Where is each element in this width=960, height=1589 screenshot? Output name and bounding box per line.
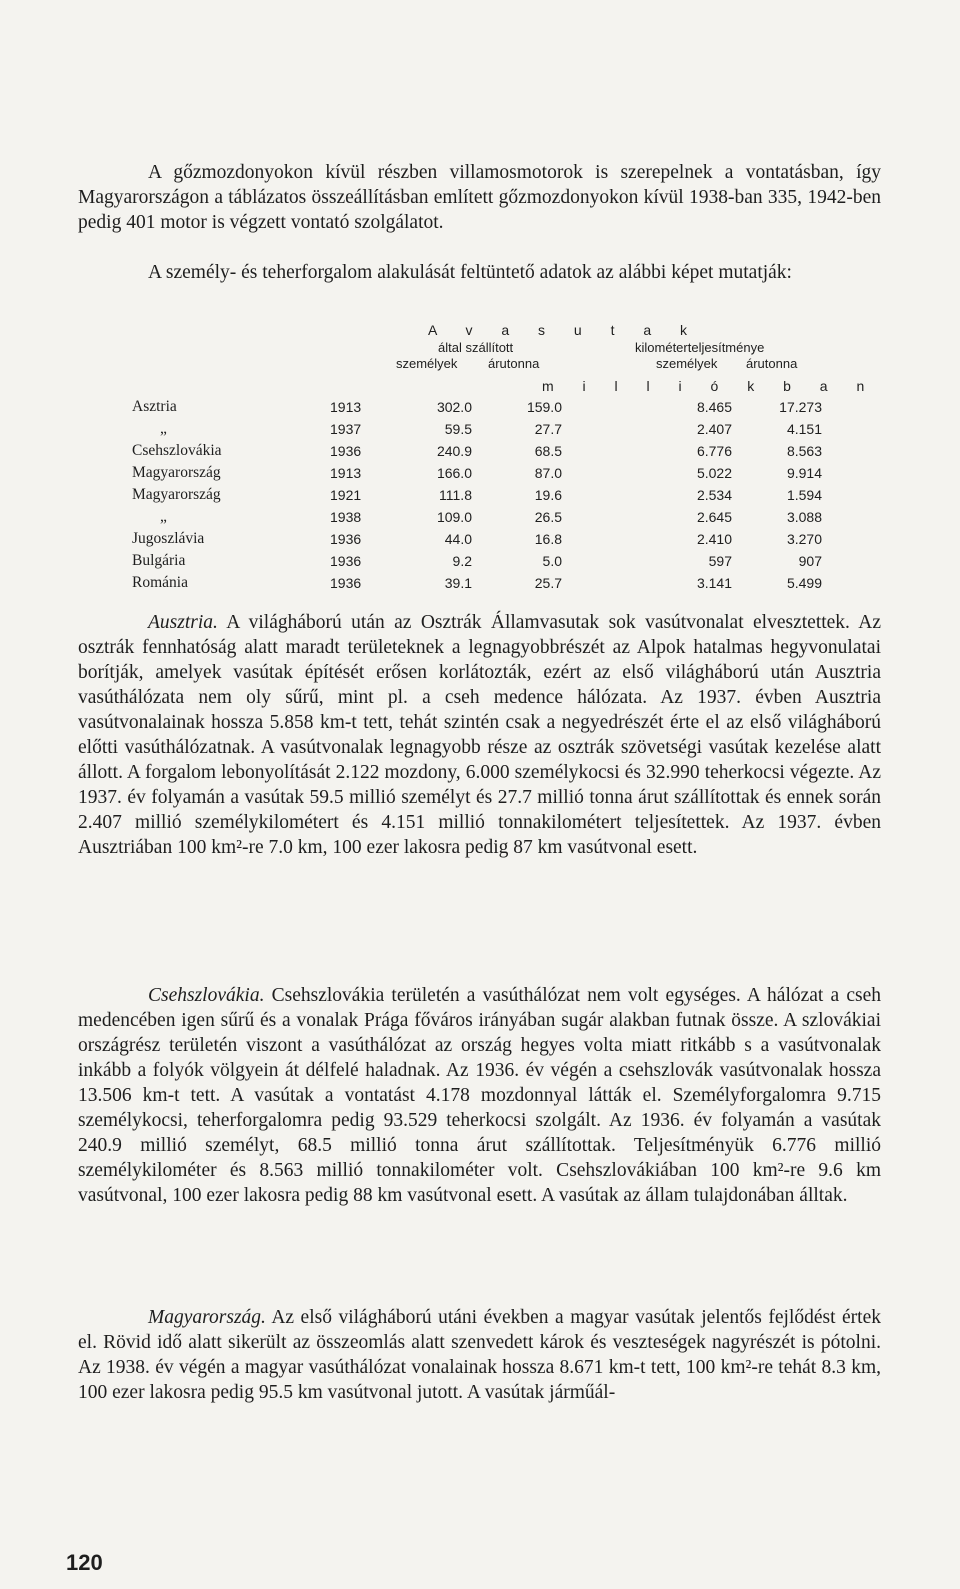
table-header-transported: által szállított — [438, 340, 514, 355]
cell-freight: 159.0 — [526, 399, 562, 415]
cell-freight-km: 9.914 — [786, 465, 822, 481]
cell-persons-km: 2.534 — [696, 487, 732, 503]
cell-country: Jugoszlávia — [132, 530, 205, 547]
cell-persons: 9.2 — [452, 553, 472, 569]
paragraph-hungary — [78, 1305, 881, 1405]
cell-freight-km: 8.563 — [786, 443, 822, 459]
section-lead-czechoslovakia: Csehszlovákia. — [148, 985, 265, 1006]
cell-persons-km: 8.465 — [696, 399, 732, 415]
table-header-freight-km: árutonna — [746, 356, 798, 371]
cell-persons: 111.8 — [439, 487, 472, 503]
cell-persons: 59.5 — [444, 421, 472, 437]
cell-persons-km: 2.645 — [696, 509, 732, 525]
paragraph-intro-motors: A gőzmozdonyokon kívül részben villamosmotorok is szerepelnek a vontatásban, így Magyarországon a táblázatos összeállításban említett gőzmozdonyokon kívül 1938-ban 335, 1942-ben pedig 401 motor is végzett vontató szolgálatot. — [78, 162, 881, 233]
cell-year: 1936 — [330, 553, 362, 569]
cell-freight: 5.0 — [542, 553, 562, 569]
cell-freight: 27.7 — [534, 421, 562, 437]
paragraph-czechoslovakia — [78, 983, 881, 1208]
cell-persons: 302.0 — [436, 399, 472, 415]
cell-persons-km: 3.141 — [696, 575, 732, 591]
cell-freight-km: 4.151 — [786, 421, 822, 437]
cell-country: Magyarország — [132, 464, 221, 481]
cell-year: 1936 — [330, 575, 362, 591]
cell-country: Románia — [132, 574, 188, 591]
cell-year: 1936 — [330, 443, 362, 459]
cell-year: 1921 — [330, 487, 362, 503]
paragraph-intro-traffic: A személy- és teherforgalom alakulását feltüntető adatok az alábbi képet mutatják: — [148, 262, 792, 283]
cell-persons: 240.9 — [436, 443, 472, 459]
cell-persons-km: 2.407 — [696, 421, 732, 437]
cell-freight: 25.7 — [534, 575, 562, 591]
cell-persons: 39.1 — [444, 575, 472, 591]
cell-freight-km: 1.594 — [786, 487, 822, 503]
table-header-persons-km: személyek — [656, 356, 718, 371]
cell-persons: 166.0 — [436, 465, 472, 481]
section-body-austria: A világháború után az Osztrák Államvasutak sok vasútvonalat elvesztettek. Az osztrák fennhatóság alatt maradt területeknek a legnagyobbrészét az Alpok hatalmas hegyvonulatai borítják, amelyek vasútak építését erősen korlátozták, ezért az első világháború után Ausztria vasúthálózata nem oly sűrű, mint pl. a cseh medence hálózata. Az 1937. évben Ausztria vasútvonalainak hossza 5.858 km-t tett, tehát szintén csak a negyedrészét érte el az első világháború előtti vasúthálózatnak. A vasútvonalak legnagyobb része az osztrák szövetségi vasútak kezelése alatt állott. A forgalom lebonyolítását 2.122 mozdony, 6.000 személykocsi és 32.990 teherkocsi végezte. Az 1937. év folyamán a vasútak 59.5 millió személyt és 27.7 millió tonna árut szállítottak és ennek során 2.407 millió személykilométert és 4.151 millió tonnakilométert teljesítettek. Az 1937. évben Ausztriában 100 km²-re 7.0 km, 100 ezer lakosra pedig 87 km vasútvonal esett. — [78, 612, 881, 858]
cell-freight-km: 3.270 — [786, 531, 822, 547]
cell-country: „ — [160, 508, 167, 525]
cell-persons: 109.0 — [436, 509, 472, 525]
cell-year: 1913 — [330, 465, 362, 481]
cell-persons-km: 5.022 — [696, 465, 732, 481]
cell-year: 1937 — [330, 421, 362, 437]
table-header-persons: személyek — [396, 356, 458, 371]
cell-year: 1938 — [330, 509, 362, 525]
table-header-unit: m i l l i ó k b a n — [542, 378, 877, 394]
cell-persons-km: 597 — [708, 553, 732, 569]
cell-freight: 68.5 — [534, 443, 562, 459]
page-number: 120 — [66, 1550, 103, 1575]
cell-persons-km: 6.776 — [696, 443, 732, 459]
cell-freight-km: 5.499 — [786, 575, 822, 591]
section-lead-hungary: Magyarország. — [148, 1307, 266, 1328]
paragraph-austria — [78, 610, 881, 860]
table-header-performance: kilométerteljesítménye — [635, 340, 765, 355]
cell-country: Csehszlovákia — [132, 442, 222, 459]
cell-freight-km: 3.088 — [786, 509, 822, 525]
cell-freight-km: 907 — [798, 553, 822, 569]
table-header-title: A v a s u t a k — [428, 322, 700, 338]
section-body-hungary: Az első világháború utáni években a magyar vasútak jelentős fejlődést értek el. Rövid idő alatt sikerült az összeomlás alatt szenvedett károk és veszteségek nagyrészét is pótolni. Az 1938. év végén a magyar vasúthálózat vonalainak hossza 8.671 km-t tett, 100 km²-re tehát 8.3 km, 100 ezer lakosra pedig 95.5 km vasútvonal jutott. A vasútak járműál- — [78, 1307, 881, 1403]
cell-freight-km: 17.273 — [779, 399, 822, 415]
cell-year: 1936 — [330, 531, 362, 547]
cell-freight: 26.5 — [534, 509, 562, 525]
cell-freight: 87.0 — [534, 465, 562, 481]
cell-freight: 16.8 — [534, 531, 562, 547]
railway-traffic-table — [0, 0, 960, 600]
section-body-czechoslovakia: Csehszlovákia területén a vasúthálózat nem volt egységes. A hálózat a cseh medencében igen sűrű és a vonalak Prága főváros irányában sugár alakban futnak össze. A szlovákiai országrész területén viszont a vasúthálózat az ország hegyes volta miatt ritkább s a vasútvonalak inkább a folyók völgyein át délfelé haladnak. Az 1936. év végén a csehszlovák vasútvonalak hossza 13.506 km-t tett. A vasútak a vontatást 4.178 mozdonnyal látták el. Személyforgalomra 9.715 személykocsi, teherforgalomra pedig 93.529 teherkocsi szolgált. Az 1936. év folyamán a vasútak 240.9 millió személyt, 68.5 millió tonna árut szállítottak. Teljesítményük 6.776 millió személykilométer és 8.563 millió tonnakilométer volt. Csehszlovákiában 100 km²-re 9.6 km vasútvonal, 100 ezer lakosra pedig 88 km vasútvonal esett. A vasútak az állam tulajdonában álltak. — [78, 985, 881, 1206]
table-header-freight: árutonna — [488, 356, 540, 371]
cell-freight: 19.6 — [534, 487, 562, 503]
cell-persons-km: 2.410 — [696, 531, 732, 547]
cell-country: Magyarország — [132, 486, 221, 503]
cell-year: 1913 — [330, 399, 362, 415]
cell-persons: 44.0 — [444, 531, 472, 547]
section-lead-austria: Ausztria. — [148, 612, 218, 633]
cell-country: Asztria — [132, 398, 177, 415]
cell-country: „ — [160, 420, 167, 437]
cell-country: Bulgária — [132, 552, 186, 569]
